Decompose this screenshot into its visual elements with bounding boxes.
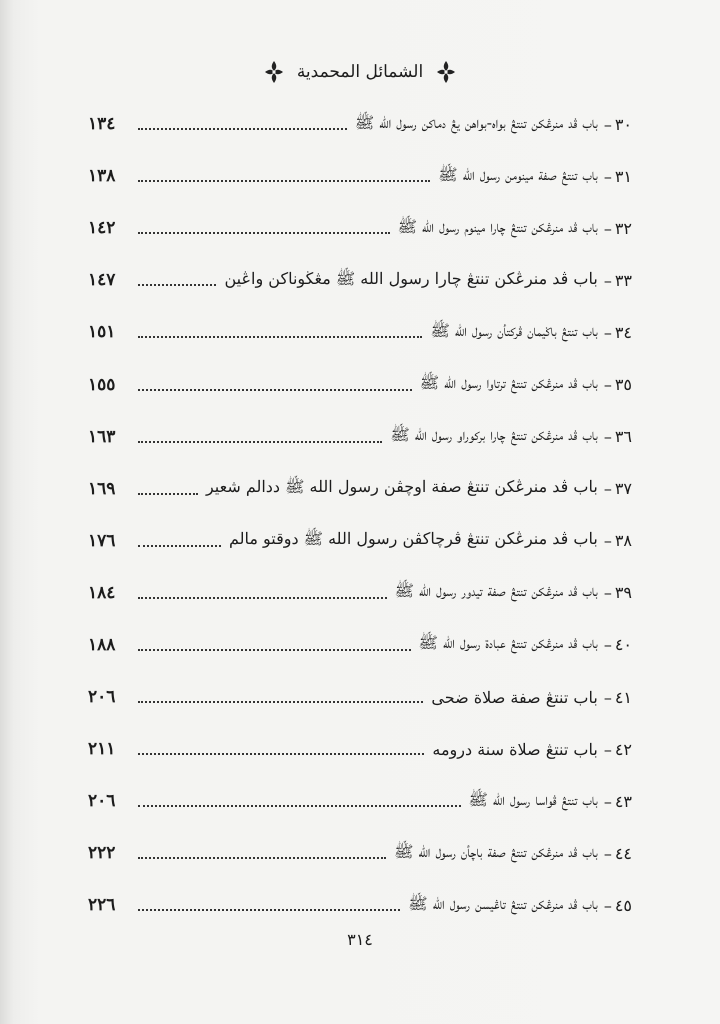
dot-leader bbox=[138, 389, 412, 391]
dot-leader bbox=[138, 597, 387, 599]
toc-entry bbox=[88, 567, 632, 619]
entry-title: باب ڤد منرڠكن تنتڠ عبادة رسول الله ﷺ bbox=[418, 633, 598, 653]
entry-number: ٣٦ bbox=[614, 427, 632, 447]
dot-leader bbox=[138, 441, 382, 443]
toc-entry bbox=[88, 411, 632, 463]
dot-leader bbox=[138, 545, 221, 547]
entry-number: ٣٩ bbox=[614, 583, 632, 603]
entry-number: ٤٥ bbox=[614, 895, 632, 915]
toc-entry bbox=[88, 723, 632, 775]
entry-dash: – bbox=[603, 218, 612, 238]
entry-title: باب تنتڠ صلاة سنة دروم‍ه bbox=[432, 739, 598, 759]
dot-leader bbox=[138, 128, 347, 130]
entry-title: باب تنتڠ ڤواسا رسول الله ﷺ bbox=[468, 789, 598, 809]
dot-leader bbox=[138, 180, 430, 182]
entry-number: ٣٨ bbox=[614, 531, 632, 551]
entry-title: باب ڤد منرڠكن تنتڠ چارا مينوم رسول الله ﷺ bbox=[397, 216, 598, 236]
toc-entry bbox=[88, 827, 632, 879]
toc-entry bbox=[88, 358, 632, 410]
entry-number: ٣٠ bbox=[614, 114, 632, 134]
toc-entry bbox=[88, 463, 632, 515]
entry-number: ٤٤ bbox=[614, 843, 632, 863]
entry-dash: – bbox=[603, 166, 612, 186]
entry-page-number: ١٨٤ bbox=[88, 582, 116, 603]
entry-number: ٣٣ bbox=[614, 270, 632, 290]
entry-page-number: ١٦٩ bbox=[88, 478, 116, 499]
toc-entry bbox=[88, 202, 632, 254]
page-folio-number: ٣١٤ bbox=[347, 930, 373, 949]
toc-entry bbox=[88, 879, 632, 931]
entry-dash: – bbox=[603, 739, 612, 759]
entry-dash: – bbox=[603, 687, 612, 707]
toc-entry bbox=[88, 671, 632, 723]
entry-page-number: ١٨٨ bbox=[88, 634, 116, 655]
entry-page-number: ٢٠٦ bbox=[88, 791, 116, 812]
entry-dash: – bbox=[603, 635, 612, 655]
entry-dash: – bbox=[603, 270, 612, 290]
floral-ornament-icon bbox=[435, 59, 457, 85]
entry-title: باب ڤد منرڠكن تنتڠ چارا رسول الله ﷺ مڠڬوناكن واڠين bbox=[224, 268, 598, 288]
entry-title: باب ڤد منرڠكن تنتڠ ترتاوا رسول الله ﷺ bbox=[419, 373, 598, 393]
toc-entry bbox=[88, 619, 632, 671]
entry-title: باب ڤد منرڠكن تنتڠ صفة باچأن رسول الله ﷺ bbox=[394, 841, 598, 861]
entry-number: ٤٠ bbox=[614, 635, 632, 655]
toc-entry bbox=[88, 515, 632, 567]
entry-title: باب تنتڠ باڬيمان ڤركتأن رسول الله ﷺ bbox=[430, 320, 598, 340]
entry-number: ٤٣ bbox=[614, 791, 632, 811]
entry-page-number: ١٥٥ bbox=[88, 374, 116, 395]
dot-leader bbox=[138, 701, 423, 703]
dot-leader bbox=[138, 232, 390, 234]
dot-leader bbox=[138, 857, 386, 859]
toc-entry bbox=[88, 254, 632, 306]
header-title: الشمائل المحمدية bbox=[296, 62, 424, 82]
entry-dash: – bbox=[603, 791, 612, 811]
dot-leader bbox=[138, 649, 411, 651]
entry-title: باب ڤد منرڠكن تنتڠ بواه-بواهن يڠ دماكن رسول الله ﷺ bbox=[354, 112, 598, 132]
entry-dash: – bbox=[603, 114, 612, 134]
running-header bbox=[0, 52, 720, 92]
entry-title: باب ڤد منرڠكن تنتڠ تاڠيسن رسول الله ﷺ bbox=[408, 893, 598, 913]
entry-page-number: ١٧٦ bbox=[88, 530, 116, 551]
entry-page-number: ٢٠٦ bbox=[88, 687, 116, 708]
entry-page-number: ١٥١ bbox=[88, 322, 116, 343]
entry-title: باب ڤد منرڠكن تنتڠ صفة تيدور رسول الله ﷺ bbox=[394, 581, 598, 601]
entry-number: ٤٢ bbox=[614, 739, 632, 759]
dot-leader bbox=[138, 805, 461, 807]
entry-page-number: ١٣٨ bbox=[88, 166, 116, 187]
entry-page-number: ١٣٤ bbox=[88, 114, 116, 135]
dot-leader bbox=[138, 336, 422, 338]
entry-page-number: ١٦٣ bbox=[88, 426, 116, 447]
entry-page-number: ٢١١ bbox=[88, 739, 116, 760]
dot-leader bbox=[138, 493, 198, 495]
entry-dash: – bbox=[603, 322, 612, 342]
table-of-contents bbox=[88, 98, 632, 932]
entry-page-number: ١٤٧ bbox=[88, 270, 116, 291]
entry-number: ٤١ bbox=[614, 687, 632, 707]
entry-number: ٣٥ bbox=[614, 375, 632, 395]
toc-entry bbox=[88, 306, 632, 358]
entry-number: ٣٧ bbox=[614, 479, 632, 499]
floral-ornament-icon bbox=[263, 59, 285, 85]
entry-dash: – bbox=[603, 583, 612, 603]
entry-dash: – bbox=[603, 843, 612, 863]
toc-entry bbox=[88, 775, 632, 827]
dot-leader bbox=[138, 909, 400, 911]
entry-title: باب ڤد منرڠكن تنتڠ صفة اوچڤن رسول الله ﷺ ددالم شعير bbox=[205, 477, 598, 497]
entry-dash: – bbox=[603, 531, 612, 551]
entry-page-number: ٢٢٦ bbox=[88, 895, 116, 916]
entry-title: باب ڤد منرڠكن تنتڠ چارا بركوراو رسول الله ﷺ bbox=[390, 425, 598, 445]
entry-dash: – bbox=[603, 895, 612, 915]
entry-number: ٣٢ bbox=[614, 218, 632, 238]
dot-leader bbox=[138, 284, 216, 286]
entry-dash: – bbox=[603, 479, 612, 499]
entry-dash: – bbox=[603, 427, 612, 447]
entry-number: ٣٤ bbox=[614, 322, 632, 342]
entry-page-number: ٢٢٢ bbox=[88, 843, 116, 864]
entry-title: باب ڤد منرڠكن تنتڠ ڤرچاكڤن رسول الله ﷺ دوقتو مالم bbox=[228, 529, 598, 549]
dot-leader bbox=[138, 753, 424, 755]
toc-entry bbox=[88, 98, 632, 150]
entry-title: باب تنتڠ صفة مينومن رسول الله ﷺ bbox=[438, 164, 598, 184]
toc-entry bbox=[88, 150, 632, 202]
entry-page-number: ١٤٢ bbox=[88, 218, 116, 239]
entry-title: باب تنتڠ صفة صلاة ضحى bbox=[431, 687, 598, 707]
entry-number: ٣١ bbox=[614, 166, 632, 186]
entry-dash: – bbox=[603, 375, 612, 395]
